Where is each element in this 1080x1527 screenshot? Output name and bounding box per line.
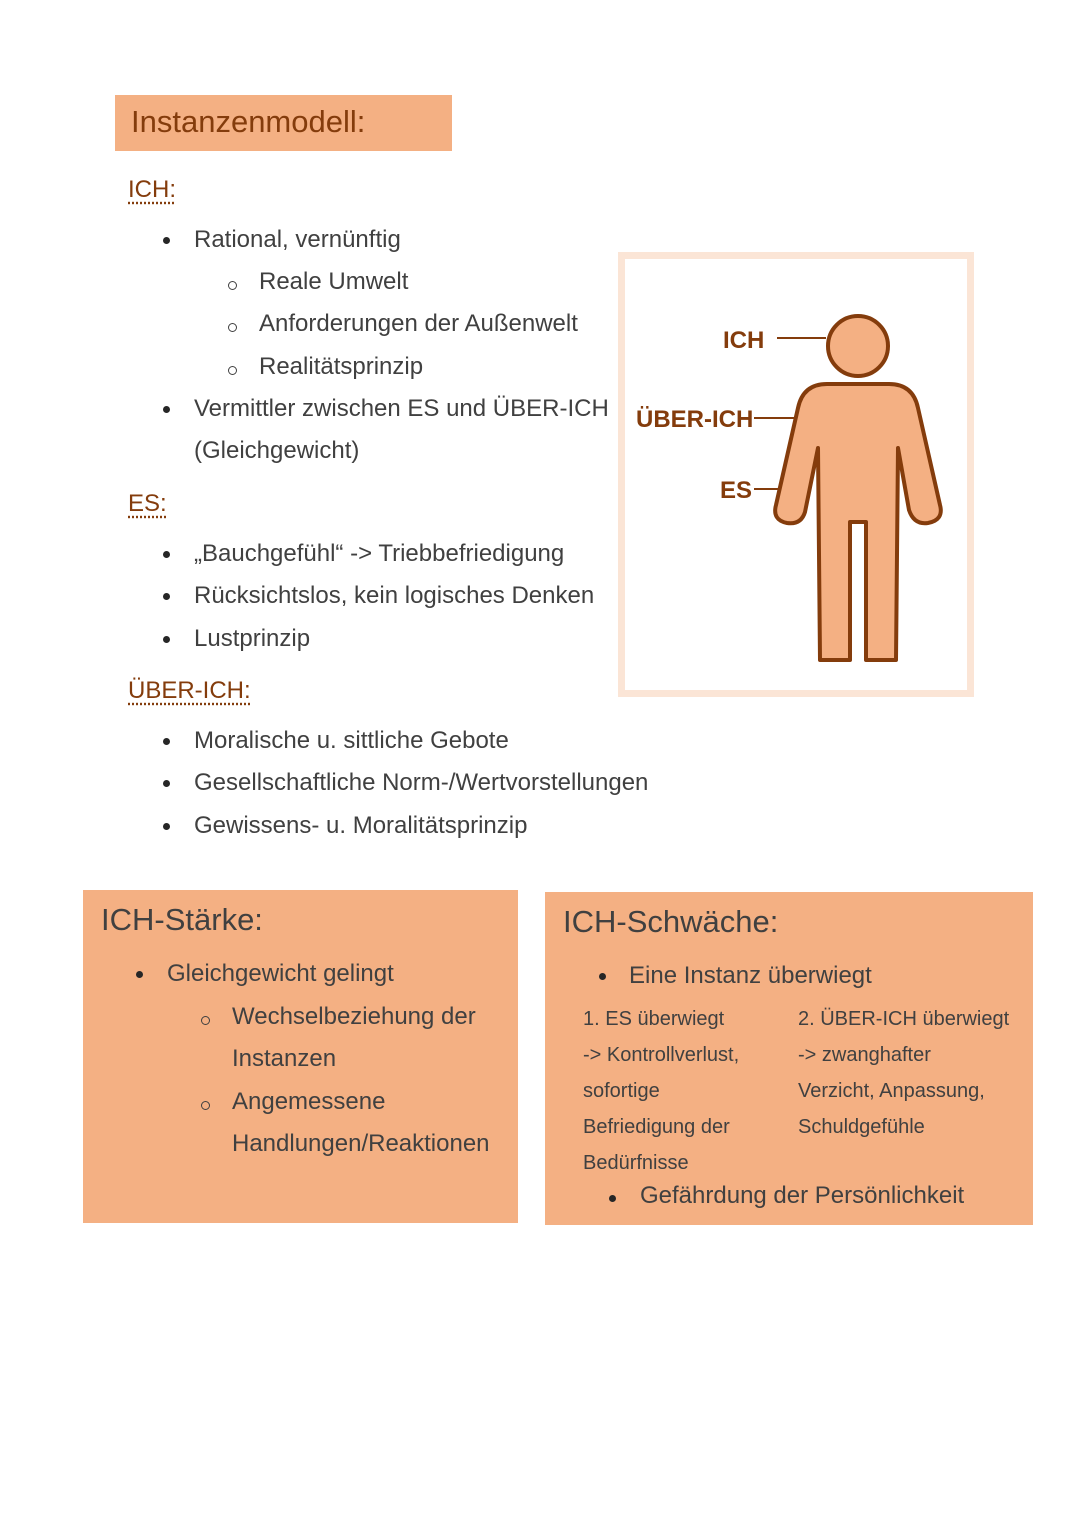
schwaeche-col2-line: Verzicht, Anpassung,	[798, 1080, 985, 1102]
ich-item-vermittler: Vermittler zwischen ES und ÜBER-ICH	[194, 395, 609, 422]
schwaeche-item-gefaehrdung: Gefährdung der Persönlichkeit	[640, 1182, 965, 1209]
ich-subitem-aussenwelt: Anforderungen der Außenwelt	[259, 310, 578, 337]
ich-staerke-panel	[83, 890, 518, 1223]
staerke-subitem-wechselbeziehung: Wechselbeziehung der	[232, 1003, 476, 1030]
es-heading: ES:	[128, 490, 167, 517]
es-item-bauchgefuehl: „Bauchgefühl“ -> Triebbefriedigung	[194, 540, 565, 567]
ich-schwaeche-panel	[545, 892, 1033, 1225]
schwaeche-col2-line: Schuldgefühle	[798, 1116, 925, 1138]
ich-item-vermittler-cont: (Gleichgewicht)	[194, 437, 360, 464]
person-head-icon	[828, 316, 888, 376]
bullet-icon	[163, 636, 170, 643]
bullet-icon	[599, 973, 606, 980]
circle-bullet-icon	[201, 1101, 210, 1110]
label-ueberich: ÜBER-ICH	[636, 406, 754, 433]
circle-bullet-icon	[201, 1016, 210, 1025]
label-ich: ICH	[723, 327, 765, 354]
ueberich-item-gebote: Moralische u. sittliche Gebote	[194, 727, 509, 754]
figure-frame	[618, 252, 974, 697]
bullet-icon	[163, 738, 170, 745]
staerke-subitem-angemessen-cont: Handlungen/Reaktionen	[232, 1130, 490, 1157]
bullet-icon	[163, 823, 170, 830]
bullet-icon	[163, 406, 170, 413]
panel-title: ICH-Stärke:	[101, 902, 263, 937]
staerke-subitem-wechselbeziehung-cont: Instanzen	[232, 1045, 337, 1072]
ueberich-item-gewissen: Gewissens- u. Moralitätsprinzip	[194, 812, 528, 839]
bullet-icon	[163, 551, 170, 558]
schwaeche-item-instanz: Eine Instanz überwiegt	[629, 962, 872, 989]
circle-bullet-icon	[228, 366, 237, 375]
schwaeche-col2-line: -> zwanghafter	[798, 1044, 931, 1066]
es-item-lustprinzip: Lustprinzip	[194, 625, 311, 652]
panel-title: ICH-Schwäche:	[563, 904, 779, 939]
ich-subitem-umwelt: Reale Umwelt	[259, 268, 409, 295]
page-title: Instanzenmodell:	[131, 104, 366, 139]
circle-bullet-icon	[228, 323, 237, 332]
title-box	[115, 95, 452, 151]
ich-item-rational: Rational, vernünftig	[194, 226, 401, 253]
person-figure	[625, 259, 967, 690]
bullet-icon	[163, 593, 170, 600]
schwaeche-col1-line: Befriedigung der	[583, 1116, 730, 1138]
circle-bullet-icon	[228, 281, 237, 290]
bullet-icon	[163, 237, 170, 244]
person-body-icon	[775, 384, 941, 660]
es-item-ruecksichtslos: Rücksichtslos, kein logisches Denken	[194, 582, 595, 609]
label-es: ES	[720, 477, 753, 504]
schwaeche-col2-line: 2. ÜBER-ICH überwiegt	[798, 1008, 1010, 1030]
bullet-icon	[136, 971, 143, 978]
bullet-icon	[609, 1195, 616, 1202]
schwaeche-col1-line: sofortige	[583, 1080, 660, 1102]
ueberich-heading: ÜBER-ICH:	[128, 677, 251, 704]
ueberich-item-normen: Gesellschaftliche Norm-/Wertvorstellungen	[194, 769, 649, 796]
staerke-item-gleichgewicht: Gleichgewicht gelingt	[167, 960, 394, 987]
bullet-icon	[163, 780, 170, 787]
staerke-subitem-angemessen: Angemessene	[232, 1088, 386, 1115]
ich-heading: ICH:	[128, 176, 176, 203]
ich-subitem-realitaet: Realitätsprinzip	[259, 353, 424, 380]
schwaeche-col1-line: Bedürfnisse	[583, 1152, 689, 1174]
schwaeche-col1-line: -> Kontrollverlust,	[583, 1044, 740, 1066]
schwaeche-col1-line: 1. ES überwiegt	[583, 1008, 725, 1030]
